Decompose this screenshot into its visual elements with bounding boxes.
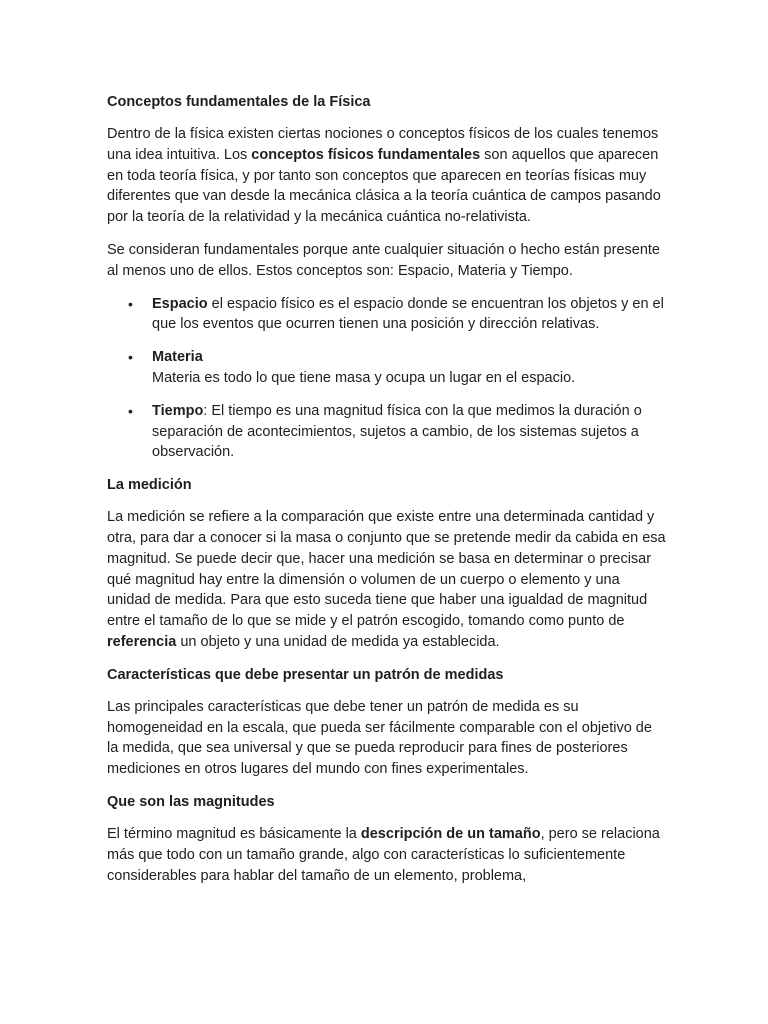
text-run: , pero se relaciona más que todo con un tamaño grande, algo con características lo suficientemente considerables para hablar del tamaño de un elemento, problema, xyxy=(107,825,660,884)
bold-term-descripcion: descripción de un tamaño xyxy=(360,825,541,842)
concept-list xyxy=(107,294,667,464)
list-text: el espacio físico es el espacio donde se encuentran los objetos y en el que los eventos que ocurren tienen una posición y dirección relativas. xyxy=(152,295,664,333)
text-run: Dentro de la física existen ciertas nociones o conceptos físicos de los cuales tenemos una idea intuitiva. Los xyxy=(107,126,659,163)
bold-term-conceptos: conceptos físicos fundamentales xyxy=(251,146,481,163)
text-run: La medición se refiere a la comparación que existe entre una determinada cantidad y otra, para dar a conocer si la masa o conjunto que se pretende medir da cabida en esa magnitud. Se puede decir que, hacer una medición se basa en determinar o precisar qué magnitud hay entre la dimensión o volumen de un cuerpo o elemento y una unidad de medida. Para que esto suceda tiene que haber una igualdad de magnitud entre el tamaño de lo que se mide y el patrón escogido, tomando como punto de xyxy=(107,509,666,630)
paragraph-magnitudes xyxy=(107,824,667,886)
heading-la-medicion: La medición xyxy=(107,477,192,494)
bullet-icon: • xyxy=(128,295,133,312)
list-term: Espacio xyxy=(152,295,208,312)
list-item-materia xyxy=(107,347,667,389)
list-item-espacio xyxy=(107,294,667,336)
text-run: un objeto y una unidad de medida ya establecida. xyxy=(176,633,500,650)
list-text: : El tiempo es una magnitud física con la que medimos la duración o separación de acontecimientos, sujetos a cambio, de los sistemas sujetos a observación. xyxy=(152,402,642,461)
paragraph-medicion xyxy=(107,507,667,653)
bold-term-referencia: referencia xyxy=(107,633,177,650)
list-term: Materia xyxy=(152,349,203,366)
section-conceptos-fundamentales xyxy=(107,92,667,463)
document-body xyxy=(107,92,667,898)
heading-conceptos-fundamentales: Conceptos fundamentales de la Física xyxy=(107,94,371,110)
heading-magnitudes: Que son las magnitudes xyxy=(107,793,275,810)
list-text: Materia es todo lo que tiene masa y ocupa un lugar en el espacio. xyxy=(152,369,576,386)
bullet-icon: • xyxy=(128,402,133,419)
section-magnitudes xyxy=(107,792,667,886)
text-run: son aquellos que aparecen en toda teoría física, y por tanto son conceptos que aparecen en teorías físicas muy diferentes que van desde la mecánica clásica a la teoría cuántica de campos pasando por la teoría de la relatividad y la mecánica cuántica no-relativista. xyxy=(107,146,661,226)
section-la-medicion xyxy=(107,475,667,653)
list-item-tiempo xyxy=(107,401,667,463)
list-term: Tiempo xyxy=(152,402,204,419)
paragraph-conceptos-intro xyxy=(107,124,667,228)
text-run: El término magnitud es básicamente la xyxy=(107,825,361,842)
heading-caracteristicas-patron: Características que debe presentar un patrón de medidas xyxy=(107,666,504,683)
section-caracteristicas-patron xyxy=(107,665,667,780)
paragraph-conceptos-fundamentales-list-intro: Se consideran fundamentales porque ante cualquier situación o hecho están presente al menos uno de ellos. Estos conceptos son: Espacio, Materia y Tiempo. xyxy=(107,241,660,279)
paragraph-caracteristicas: Las principales características que debe tener un patrón de medida es su homogeneidad en la escala, que pueda ser fácilmente comparable con el objetivo de la medida, que sea universal y que se pueda reproducir para fines de posteriores mediciones en otros lugares del mundo con fines experimentales. xyxy=(107,698,652,778)
bullet-icon: • xyxy=(128,349,133,366)
